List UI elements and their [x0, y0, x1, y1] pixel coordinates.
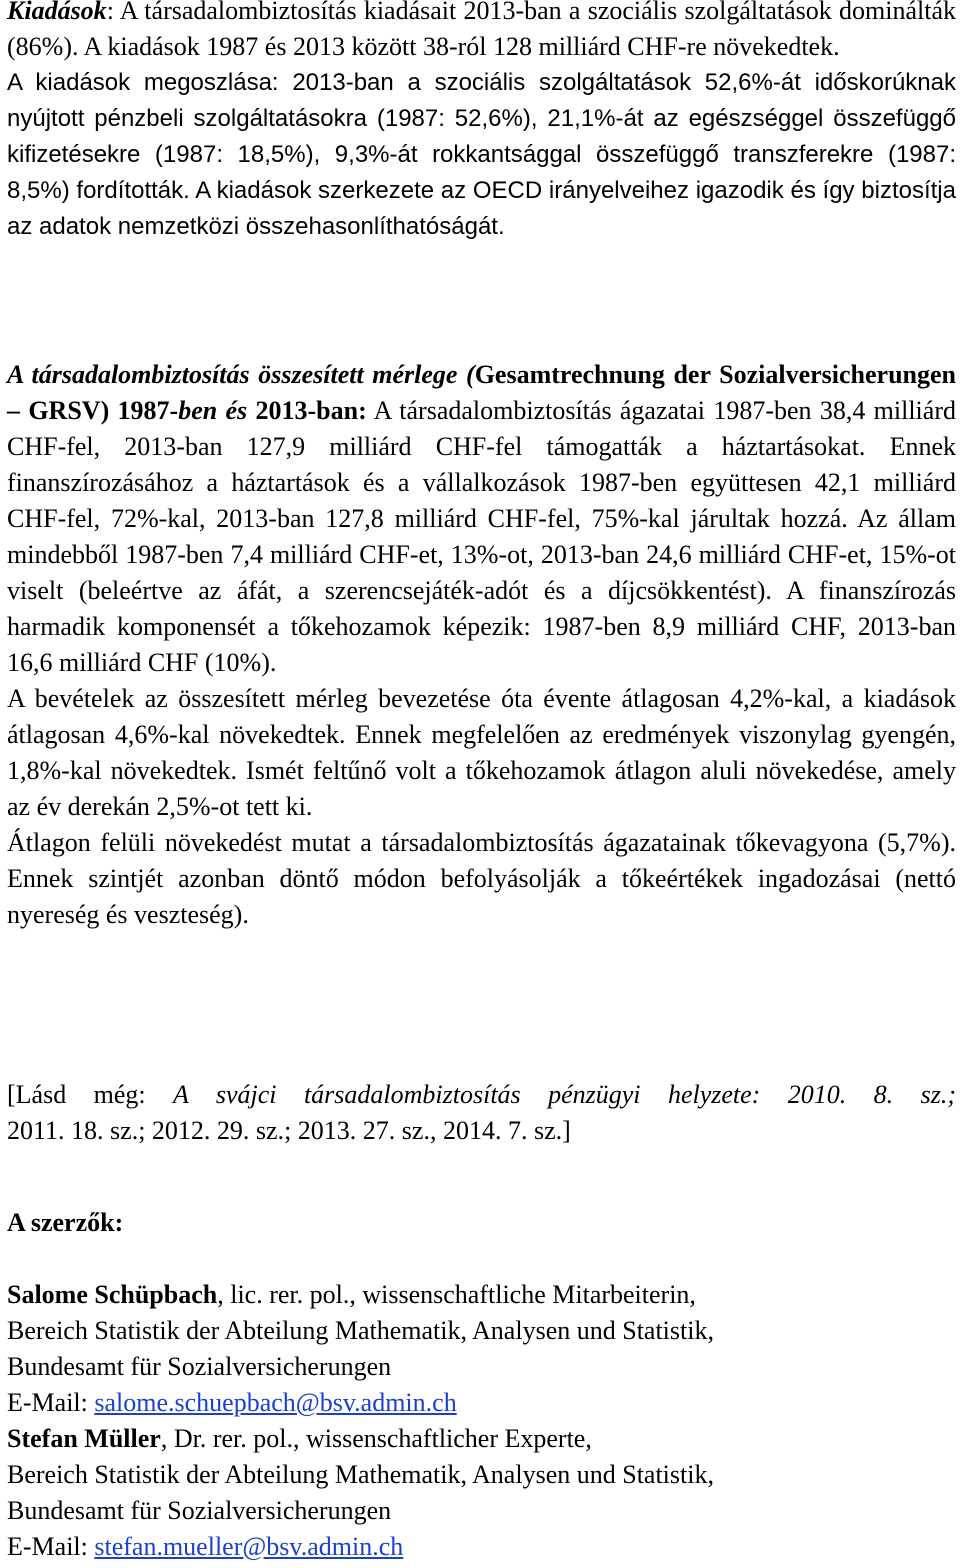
author-title: , lic. rer. pol., wissenschaftliche Mitarbeiterin,: [217, 1280, 696, 1309]
author-office: Bundesamt für Sozialversicherungen: [7, 1496, 392, 1525]
author-email-label: E-Mail:: [7, 1532, 95, 1561]
authors-heading: [7, 1205, 123, 1241]
author-department: Bereich Statistik der Abteilung Mathematik, Analysen und Statistik,: [7, 1316, 714, 1345]
authors-heading-text: A szerzők:: [7, 1208, 124, 1237]
author-name: Stefan Müller: [7, 1424, 161, 1453]
grsv-heading-bold: Gesamtrechnung der Sozialversicherungen – GRSV: [7, 360, 956, 425]
grsv-heading-plain: ) 1987-: [100, 396, 179, 425]
author-block: [7, 1421, 956, 1565]
grsv-section: [7, 357, 956, 933]
grsv-paragraph-1-text: A társadalombiztosítás ágazatai 1987-ben 38,4 milliárd CHF-fel, 2013-ban 127,9 milliárd CHF-fel támogatták a háztartásokat. Ennek finanszírozásához a háztartások és a vállalkozások 1987-ben együttesen 42,1 milliárd CHF-fel, 72%-kal, 2013-ban 127,8 milliárd CHF-fel, 75%-kal járultak hozzá. Az állam mindebből 1987-ben 7,4 milliárd CHF-et, 13%-ot, 2013-ban 24,6 milliárd CHF-et, 15%-ot viselt (beleértve az áfát, a szerencsejáték-adót és a díjcsökkentést). A finanszírozás harmadik komponensét a tőkehozamok képezik: 1987-ben 8,9 milliárd CHF, 2013-ban 16,6 milliárd CHF (10%).: [7, 396, 956, 677]
author-office: Bundesamt für Sozialversicherungen: [7, 1352, 392, 1381]
reference-note: [7, 1077, 956, 1149]
grsv-heading-italic-2: ben és: [178, 396, 248, 425]
grsv-heading-italic: A társadalombiztosítás összesített mérlege (: [7, 360, 475, 389]
grsv-paragraph-1: [7, 357, 956, 681]
authors-list: [7, 1277, 956, 1565]
author-email-link[interactable]: stefan.mueller@bsv.admin.ch: [94, 1532, 404, 1561]
expenditure-intro-text: : A társadalombiztosítás kiadásait 2013-ban a szociális szolgáltatások dominálták (86%). A kiadások 1987 és 2013 között 38-ról 128 milliárd CHF-re növekedtek.: [7, 0, 956, 61]
author-block: [7, 1277, 956, 1421]
author-name-line: [7, 1421, 956, 1457]
reference-line-2: 2011. 18. sz.; 2012. 29. sz.; 2013. 27. sz., 2014. 7. sz.]: [7, 1116, 571, 1145]
expenditure-label: Kiadások: [7, 0, 107, 25]
author-name-line: [7, 1277, 956, 1313]
author-name: Salome Schüpbach: [7, 1280, 218, 1309]
grsv-heading-bold-2: 2013-ban:: [247, 396, 367, 425]
expenditure-breakdown-paragraph: A kiadások megoszlása: 2013-ban a szociális szolgáltatások 52,6%-át időskorúknak nyújtott pénzbeli szolgáltatásokra (1987: 52,6%), 21,1%-át az egészséggel összefüggő kifizetésekre (1987: 18,5%), 9,3%-át rokkantsággal összefüggő transzferekre (1987: 8,5%) fordították. A kiadások szerkezete az OECD irányelveihez igazodik és így biztosítja az adatok nemzetközi összehasonlíthatóságát.: [7, 69, 956, 240]
reference-title: A svájci társadalombiztosítás pénzügyi helyzete: 2010. 8. sz.;: [173, 1080, 957, 1109]
reference-line-1: [7, 1077, 956, 1113]
author-email-line: [7, 1385, 956, 1421]
grsv-paragraph-2: A bevételek az összesített mérleg bevezetése óta évente átlagosan 4,2%-kal, a kiadások átlagosan 4,6%-kal növekedtek. Ennek megfelelően az eredmények viszonylag gyengén, 1,8%-kal növekedtek. Ismét feltűnő volt a tőkehozamok átlagon aluli növekedése, amely az év derekán 2,5%-ot tett ki.: [7, 684, 956, 821]
expenditure-section: [7, 0, 956, 245]
author-email-link[interactable]: salome.schuepbach@bsv.admin.ch: [94, 1388, 457, 1417]
grsv-paragraph-3: Átlagon felüli növekedést mutat a társadalombiztosítás ágazatainak tőkevagyona (5,7%). Ennek szintjét azonban döntő módon befolyásolják a tőkeértékek ingadozásai (nettó nyereség és veszteség).: [7, 828, 956, 929]
author-title: , Dr. rer. pol., wissenschaftlicher Experte,: [160, 1424, 592, 1453]
author-department: Bereich Statistik der Abteilung Mathematik, Analysen und Statistik,: [7, 1460, 714, 1489]
expenditure-intro: [7, 0, 956, 65]
author-email-line: [7, 1529, 956, 1565]
author-email-label: E-Mail:: [7, 1388, 95, 1417]
reference-prefix: [Lásd még:: [7, 1080, 174, 1109]
